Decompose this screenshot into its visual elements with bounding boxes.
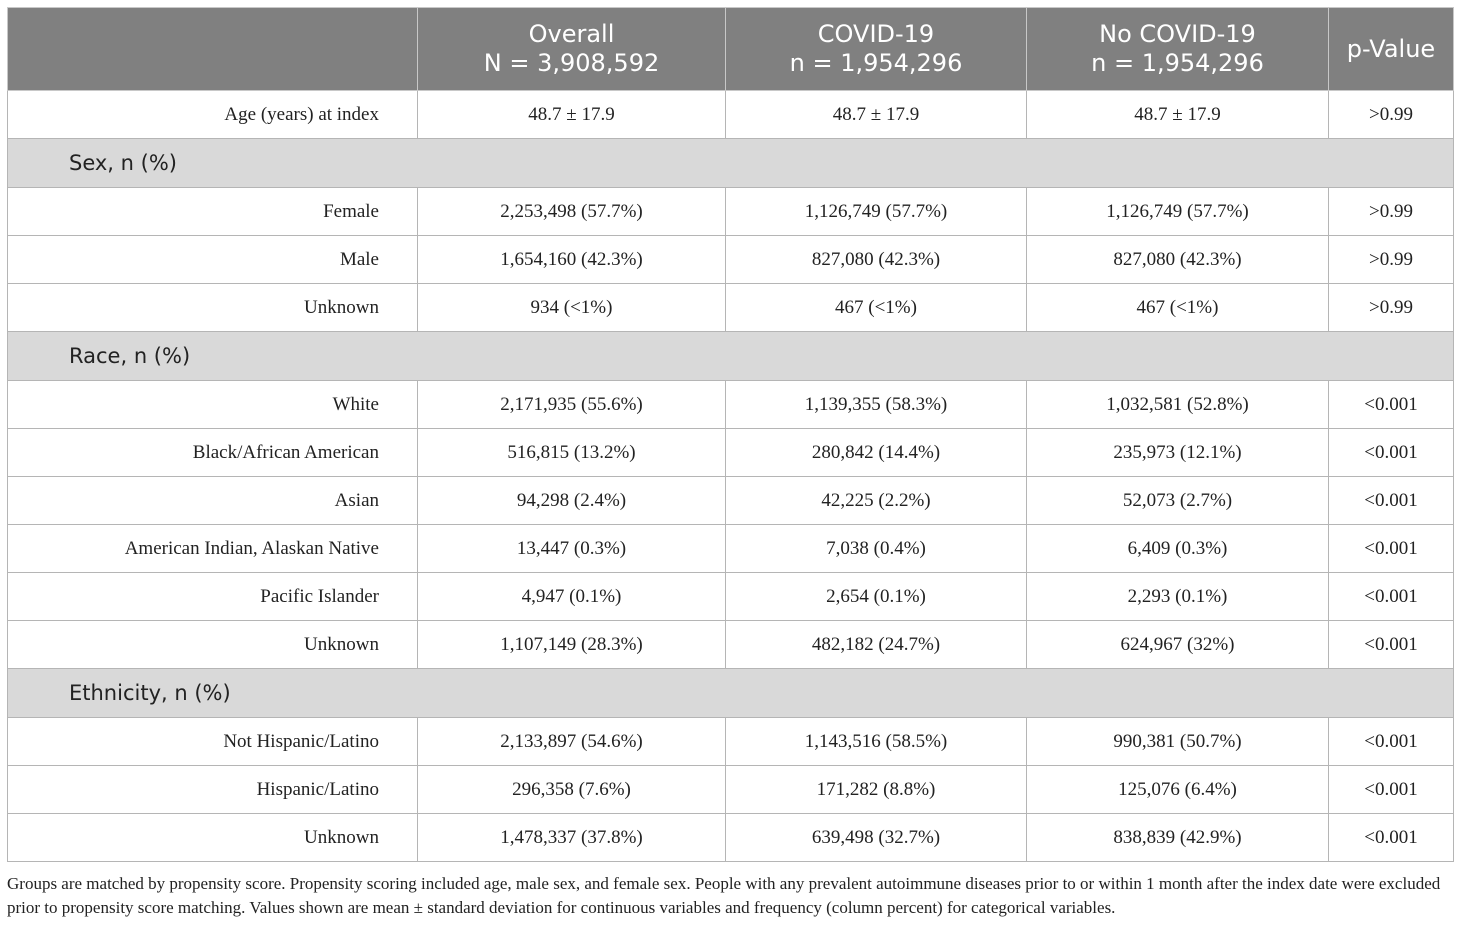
value-no-covid: 467 (<1%) xyxy=(1027,284,1329,332)
value-no-covid: 48.7 ± 17.9 xyxy=(1027,91,1329,139)
value-overall: 1,107,149 (28.3%) xyxy=(418,621,726,669)
table-row xyxy=(8,91,1454,139)
value-covid: 7,038 (0.4%) xyxy=(726,525,1027,573)
value-overall: 934 (<1%) xyxy=(418,284,726,332)
value-overall: 1,654,160 (42.3%) xyxy=(418,236,726,284)
demographics-table-container xyxy=(7,7,1453,862)
value-p: <0.001 xyxy=(1329,766,1454,814)
value-covid: 171,282 (8.8%) xyxy=(726,766,1027,814)
value-no-covid: 6,409 (0.3%) xyxy=(1027,525,1329,573)
value-overall: 1,478,337 (37.8%) xyxy=(418,814,726,862)
value-p: <0.001 xyxy=(1329,477,1454,525)
value-no-covid: 235,973 (12.1%) xyxy=(1027,429,1329,477)
value-covid: 48.7 ± 17.9 xyxy=(726,91,1027,139)
section-header-row xyxy=(8,669,1454,718)
row-label: Hispanic/Latino xyxy=(8,766,418,814)
header-line-2: n = 1,954,296 xyxy=(1091,49,1264,77)
row-label: White xyxy=(8,381,418,429)
table-row xyxy=(8,381,1454,429)
value-overall: 48.7 ± 17.9 xyxy=(418,91,726,139)
value-p: <0.001 xyxy=(1329,429,1454,477)
value-no-covid: 990,381 (50.7%) xyxy=(1027,718,1329,766)
header-cell-overall xyxy=(418,8,726,91)
value-p: >0.99 xyxy=(1329,188,1454,236)
value-overall: 2,253,498 (57.7%) xyxy=(418,188,726,236)
row-label: Unknown xyxy=(8,284,418,332)
value-overall: 296,358 (7.6%) xyxy=(418,766,726,814)
header-line-1: p-Value xyxy=(1346,34,1436,63)
section-header-row xyxy=(8,139,1454,188)
value-covid: 1,126,749 (57.7%) xyxy=(726,188,1027,236)
header-cell-covid xyxy=(726,8,1027,91)
header-cell-no-covid xyxy=(1027,8,1329,91)
section-label: Sex, n (%) xyxy=(8,139,1454,188)
header-row xyxy=(8,8,1454,91)
value-p: <0.001 xyxy=(1329,525,1454,573)
value-p: >0.99 xyxy=(1329,236,1454,284)
value-p: >0.99 xyxy=(1329,284,1454,332)
value-covid: 280,842 (14.4%) xyxy=(726,429,1027,477)
row-label: Female xyxy=(8,188,418,236)
value-covid: 639,498 (32.7%) xyxy=(726,814,1027,862)
section-label: Ethnicity, n (%) xyxy=(8,669,1454,718)
value-overall: 13,447 (0.3%) xyxy=(418,525,726,573)
value-p: >0.99 xyxy=(1329,91,1454,139)
value-no-covid: 125,076 (6.4%) xyxy=(1027,766,1329,814)
header-line-2: n = 1,954,296 xyxy=(789,49,963,77)
value-overall: 2,133,897 (54.6%) xyxy=(418,718,726,766)
value-covid: 1,143,516 (58.5%) xyxy=(726,718,1027,766)
table-row xyxy=(8,814,1454,862)
table-row xyxy=(8,429,1454,477)
value-no-covid: 827,080 (42.3%) xyxy=(1027,236,1329,284)
table-body xyxy=(8,91,1454,862)
header-line-1: Overall xyxy=(528,20,615,48)
row-label: American Indian, Alaskan Native xyxy=(8,525,418,573)
value-p: <0.001 xyxy=(1329,621,1454,669)
value-p: <0.001 xyxy=(1329,381,1454,429)
row-label: Unknown xyxy=(8,621,418,669)
table-header xyxy=(8,8,1454,91)
value-no-covid: 624,967 (32%) xyxy=(1027,621,1329,669)
table-row xyxy=(8,284,1454,332)
section-label: Race, n (%) xyxy=(8,332,1454,381)
section-header-row xyxy=(8,332,1454,381)
value-no-covid: 838,839 (42.9%) xyxy=(1027,814,1329,862)
row-label: Male xyxy=(8,236,418,284)
row-label: Not Hispanic/Latino xyxy=(8,718,418,766)
value-overall: 516,815 (13.2%) xyxy=(418,429,726,477)
value-overall: 4,947 (0.1%) xyxy=(418,573,726,621)
value-no-covid: 1,032,581 (52.8%) xyxy=(1027,381,1329,429)
header-cell-label xyxy=(8,8,418,91)
value-covid: 42,225 (2.2%) xyxy=(726,477,1027,525)
value-covid: 1,139,355 (58.3%) xyxy=(726,381,1027,429)
row-label: Age (years) at index xyxy=(8,91,418,139)
value-p: <0.001 xyxy=(1329,814,1454,862)
row-label: Black/African American xyxy=(8,429,418,477)
value-covid: 482,182 (24.7%) xyxy=(726,621,1027,669)
table-row xyxy=(8,477,1454,525)
row-label: Pacific Islander xyxy=(8,573,418,621)
table-footnote: Groups are matched by propensity score. Propensity scoring included age, male sex, and female sex. People with any prevalent autoimmune diseases prior to or within 1 month after the index date were excluded prior to propensity score matching. Values shown are mean ± standard deviation for continuous variables and frequency (column percent) for categorical variables. xyxy=(7,874,1441,917)
value-p: <0.001 xyxy=(1329,718,1454,766)
header-line-1: No COVID-19 xyxy=(1099,20,1256,48)
demographics-table xyxy=(7,7,1454,862)
table-row xyxy=(8,621,1454,669)
table-row xyxy=(8,525,1454,573)
row-label: Unknown xyxy=(8,814,418,862)
value-overall: 2,171,935 (55.6%) xyxy=(418,381,726,429)
header-line-1: COVID-19 xyxy=(817,20,935,48)
table-row xyxy=(8,766,1454,814)
row-label: Asian xyxy=(8,477,418,525)
value-covid: 467 (<1%) xyxy=(726,284,1027,332)
header-line-2: N = 3,908,592 xyxy=(483,49,660,77)
table-row xyxy=(8,573,1454,621)
value-no-covid: 52,073 (2.7%) xyxy=(1027,477,1329,525)
table-row xyxy=(8,718,1454,766)
value-covid: 2,654 (0.1%) xyxy=(726,573,1027,621)
value-no-covid: 1,126,749 (57.7%) xyxy=(1027,188,1329,236)
table-row xyxy=(8,188,1454,236)
table-row xyxy=(8,236,1454,284)
value-overall: 94,298 (2.4%) xyxy=(418,477,726,525)
header-cell-p-value xyxy=(1329,8,1454,91)
value-no-covid: 2,293 (0.1%) xyxy=(1027,573,1329,621)
value-covid: 827,080 (42.3%) xyxy=(726,236,1027,284)
value-p: <0.001 xyxy=(1329,573,1454,621)
